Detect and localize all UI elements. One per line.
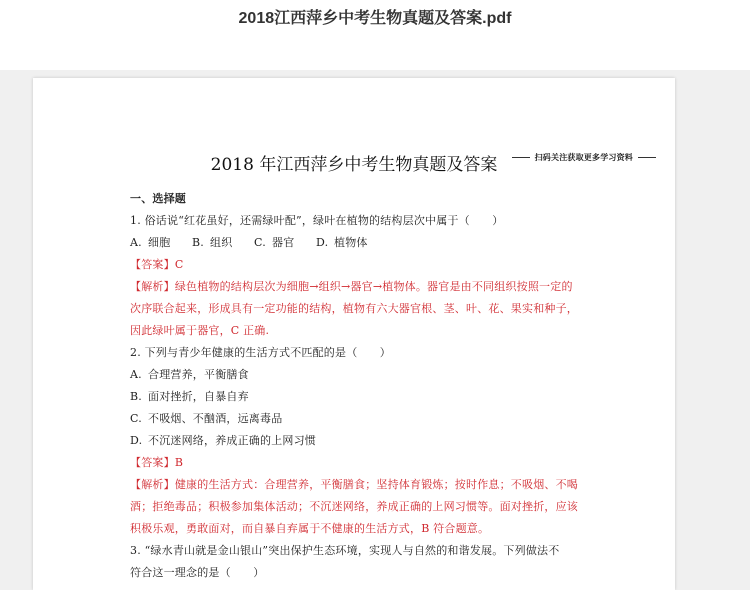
option-text: 合理营养，平衡膳食: [148, 368, 249, 381]
analysis-text: 健康的生活方式：合理营养，平衡膳食；坚持体育锻炼；按时作息；不吸烟、不喝: [174, 478, 579, 491]
option-letter: B.: [192, 236, 204, 249]
question-2-option-a: [130, 364, 650, 386]
promo-text: 扫码关注获取更多学习资料: [534, 152, 633, 162]
analysis-label: 【解析】: [130, 280, 175, 293]
answer-value: C: [174, 258, 184, 271]
question-2-option-d: [130, 430, 650, 452]
option-text: 器官: [272, 236, 295, 249]
option-letter: B.: [130, 390, 142, 403]
option-text: 植物体: [334, 236, 368, 249]
section-heading: 一、选择题: [130, 192, 186, 205]
question-3-stem-continued: 符合这一理念的是（ ）: [130, 566, 265, 579]
option-letter: C.: [254, 236, 266, 249]
analysis-label: 【解析】: [130, 478, 175, 491]
option-letter: C.: [130, 412, 142, 425]
question-3-stem: 3. “绿水青山就是金山银山”突出保护生态环境，实现人与自然的和谐发展。下列做法不: [130, 544, 560, 557]
question-2-option-b: [130, 386, 650, 408]
document-title: 2018 年江西萍乡中考生物真题及答案: [210, 155, 498, 175]
page-content: [130, 188, 650, 584]
option-text: 不沉迷网络，养成正确的上网习惯: [148, 434, 316, 447]
question-2-stem: 2. 下列与青少年健康的生活方式不匹配的是（ ）: [130, 346, 391, 359]
file-title: 2018江西萍乡中考生物真题及答案.pdf: [238, 10, 512, 27]
question-1-stem: 1. 俗话说“红花虽好，还需绿叶配”，绿叶在植物的结构层次中属于（ ）: [130, 214, 504, 227]
viewer-header: [0, 0, 750, 70]
option-letter: A.: [130, 236, 142, 249]
option-a: [130, 232, 192, 254]
option-c: [254, 232, 316, 254]
analysis-text: 次序联合起来，形成具有一定功能的结构，植物有六大器官根、茎、叶、花、果实和种子，: [130, 302, 578, 315]
question-2-answer: [130, 452, 650, 474]
option-text: 不吸烟、不酗酒，远离毒品: [148, 412, 283, 425]
question-1-answer: [130, 254, 650, 276]
question-1-options: [130, 232, 650, 254]
analysis-text: 绿色植物的结构层次为细胞→组织→器官→植物体。器官是由不同组织按照一定的: [174, 280, 573, 293]
question-1-analysis: [130, 276, 650, 298]
option-text: 细胞: [148, 236, 171, 249]
analysis-text: 因此绿叶属于器官，C 正确.: [130, 324, 270, 337]
answer-label: 【答案】: [130, 456, 175, 469]
option-d: [316, 232, 378, 254]
pdf-page: [33, 78, 675, 590]
option-b: [192, 232, 254, 254]
question-2-analysis: [130, 474, 650, 496]
option-letter: A.: [130, 368, 142, 381]
document-viewer[interactable]: [0, 70, 750, 590]
option-text: 面对挫折，自暴自弃: [148, 390, 249, 403]
analysis-text: 积极乐观，勇敢面对，而自暴自弃属于不健康的生活方式，B 符合题意。: [130, 522, 490, 535]
option-letter: D.: [316, 236, 329, 249]
question-2-option-c: [130, 408, 650, 430]
option-text: 组织: [210, 236, 233, 249]
answer-label: 【答案】: [130, 258, 175, 271]
answer-value: B: [174, 456, 184, 469]
option-letter: D.: [130, 434, 143, 447]
analysis-text: 酒；拒绝毒品；积极参加集体活动；不沉迷网络，养成正确的上网习惯等。面对挫折，应该: [130, 500, 578, 513]
